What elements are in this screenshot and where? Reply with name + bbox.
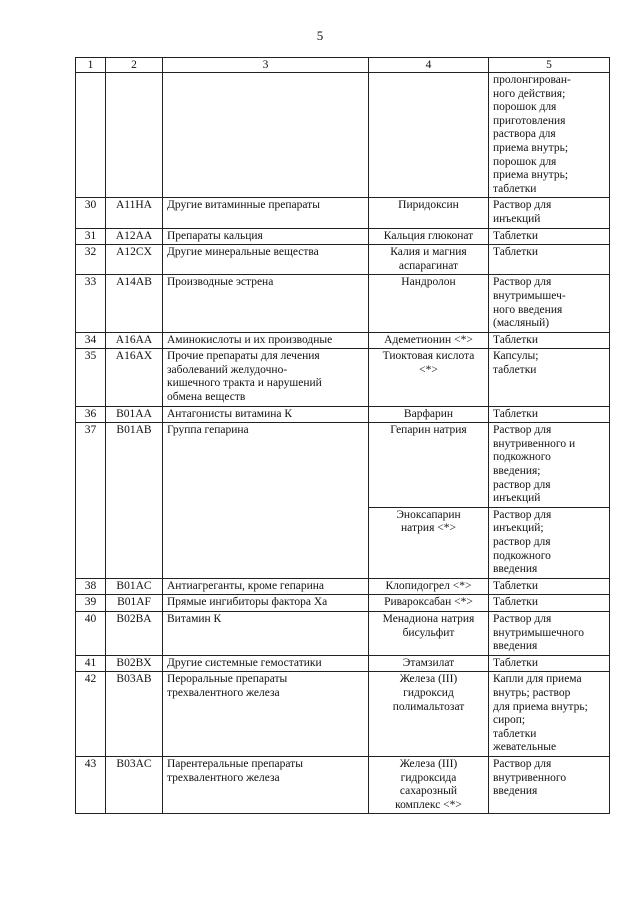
- dosage-form: Таблетки: [489, 655, 610, 672]
- header-cell: 1: [76, 58, 106, 73]
- row-number: 31: [76, 228, 106, 245]
- atc-code: B01AA: [106, 406, 163, 423]
- atc-code: A12CX: [106, 245, 163, 275]
- atc-group: Прямые ингибиторы фактора Xa: [163, 595, 369, 612]
- atc-group: Производные эстрена: [163, 275, 369, 332]
- atc-code: B02BA: [106, 611, 163, 655]
- atc-code: A12AA: [106, 228, 163, 245]
- row-number: 34: [76, 332, 106, 349]
- dosage-form: пролонгирован- ного действия; порошок для приготовления раствора для приема внутрь; порошок для приема внутрь; таблетки: [489, 73, 610, 198]
- table-row: [76, 756, 610, 813]
- dosage-form: Таблетки: [489, 245, 610, 275]
- drug-name: Варфарин: [369, 406, 489, 423]
- header-cell: 3: [163, 58, 369, 73]
- atc-code: A16AX: [106, 349, 163, 406]
- atc-group: Другие минеральные вещества: [163, 245, 369, 275]
- row-number: 40: [76, 611, 106, 655]
- drug-name: Этамзилат: [369, 655, 489, 672]
- row-number: 41: [76, 655, 106, 672]
- table-row: [76, 245, 610, 275]
- dosage-form: Раствор для внутримышечного введения: [489, 611, 610, 655]
- dosage-form: Таблетки: [489, 595, 610, 612]
- header-cell: 5: [489, 58, 610, 73]
- atc-code: A11HA: [106, 198, 163, 228]
- atc-code: [106, 73, 163, 198]
- atc-code: A16AA: [106, 332, 163, 349]
- atc-code: B01AF: [106, 595, 163, 612]
- atc-code: B03AC: [106, 756, 163, 813]
- row-number: 30: [76, 198, 106, 228]
- atc-group: [163, 73, 369, 198]
- dosage-form: Раствор для внутримышеч- ного введения (масляный): [489, 275, 610, 332]
- table-row: [76, 611, 610, 655]
- drug-name: Железа (III) гидроксида сахарозный комплекс <*>: [369, 756, 489, 813]
- row-number: 43: [76, 756, 106, 813]
- drug-name: Адеметионин <*>: [369, 332, 489, 349]
- dosage-form: Капли для приема внутрь; раствор для приема внутрь; сироп; таблетки жевательные: [489, 672, 610, 757]
- atc-code: A14AB: [106, 275, 163, 332]
- atc-group: Парентеральные препараты трехвалентного железа: [163, 756, 369, 813]
- atc-group: Другие витаминные препараты: [163, 198, 369, 228]
- drug-name: Тиоктовая кислота <*>: [369, 349, 489, 406]
- atc-code: B01AC: [106, 578, 163, 595]
- dosage-form: Таблетки: [489, 578, 610, 595]
- row-number: 33: [76, 275, 106, 332]
- row-number: 37: [76, 423, 106, 579]
- drug-name: Менадиона натрия бисульфит: [369, 611, 489, 655]
- dosage-form: Таблетки: [489, 228, 610, 245]
- table-row: [76, 73, 610, 198]
- dosage-form: Таблетки: [489, 332, 610, 349]
- drug-name: Нандролон: [369, 275, 489, 332]
- dosage-form: Таблетки: [489, 406, 610, 423]
- table-row: [76, 275, 610, 332]
- atc-code: B03AB: [106, 672, 163, 757]
- drug-name: Ривароксабан <*>: [369, 595, 489, 612]
- row-number: 42: [76, 672, 106, 757]
- row-number: 36: [76, 406, 106, 423]
- page-number: 5: [316, 28, 324, 43]
- dosage-form: Раствор для внутривенного и подкожного введения; раствор для инъекций: [489, 423, 610, 508]
- table-row: [76, 672, 610, 757]
- table-row: [76, 332, 610, 349]
- dosage-form: Раствор для инъекций: [489, 198, 610, 228]
- atc-group: Аминокислоты и их производные: [163, 332, 369, 349]
- table-row: [76, 423, 610, 508]
- drug-name: Калия и магния аспарагинат: [369, 245, 489, 275]
- atc-group: Группа гепарина: [163, 423, 369, 579]
- dosage-form: Раствор для внутривенного введения: [489, 756, 610, 813]
- atc-code: B02BX: [106, 655, 163, 672]
- drug-name: Эноксапарин натрия <*>: [369, 507, 489, 578]
- atc-group: Другие системные гемостатики: [163, 655, 369, 672]
- table-row: [76, 228, 610, 245]
- drug-name: Гепарин натрия: [369, 423, 489, 508]
- table-row: [76, 349, 610, 406]
- atc-code: B01AB: [106, 423, 163, 579]
- atc-group: Антиагреганты, кроме гепарина: [163, 578, 369, 595]
- atc-group: Препараты кальция: [163, 228, 369, 245]
- drug-table: [75, 57, 610, 814]
- row-number: 38: [76, 578, 106, 595]
- drug-name: Кальция глюконат: [369, 228, 489, 245]
- header-cell: 2: [106, 58, 163, 73]
- table-row: [76, 198, 610, 228]
- table-row: [76, 578, 610, 595]
- drug-name: [369, 73, 489, 198]
- dosage-form: Капсулы; таблетки: [489, 349, 610, 406]
- row-number: 32: [76, 245, 106, 275]
- table-row: [76, 406, 610, 423]
- atc-group: Пероральные препараты трехвалентного железа: [163, 672, 369, 757]
- table-header-row: [76, 58, 610, 73]
- row-number: 35: [76, 349, 106, 406]
- atc-group: Прочие препараты для лечения заболеваний желудочно- кишечного тракта и нарушений обмена веществ: [163, 349, 369, 406]
- row-number: [76, 73, 106, 198]
- atc-group: Антагонисты витамина К: [163, 406, 369, 423]
- row-number: 39: [76, 595, 106, 612]
- drug-name: Пиридоксин: [369, 198, 489, 228]
- dosage-form: Раствор для инъекций; раствор для подкожного введения: [489, 507, 610, 578]
- table-row: [76, 595, 610, 612]
- drug-name: Клопидогрел <*>: [369, 578, 489, 595]
- header-cell: 4: [369, 58, 489, 73]
- table-row: [76, 655, 610, 672]
- atc-group: Витамин К: [163, 611, 369, 655]
- drug-name: Железа (III) гидроксид полимальтозат: [369, 672, 489, 757]
